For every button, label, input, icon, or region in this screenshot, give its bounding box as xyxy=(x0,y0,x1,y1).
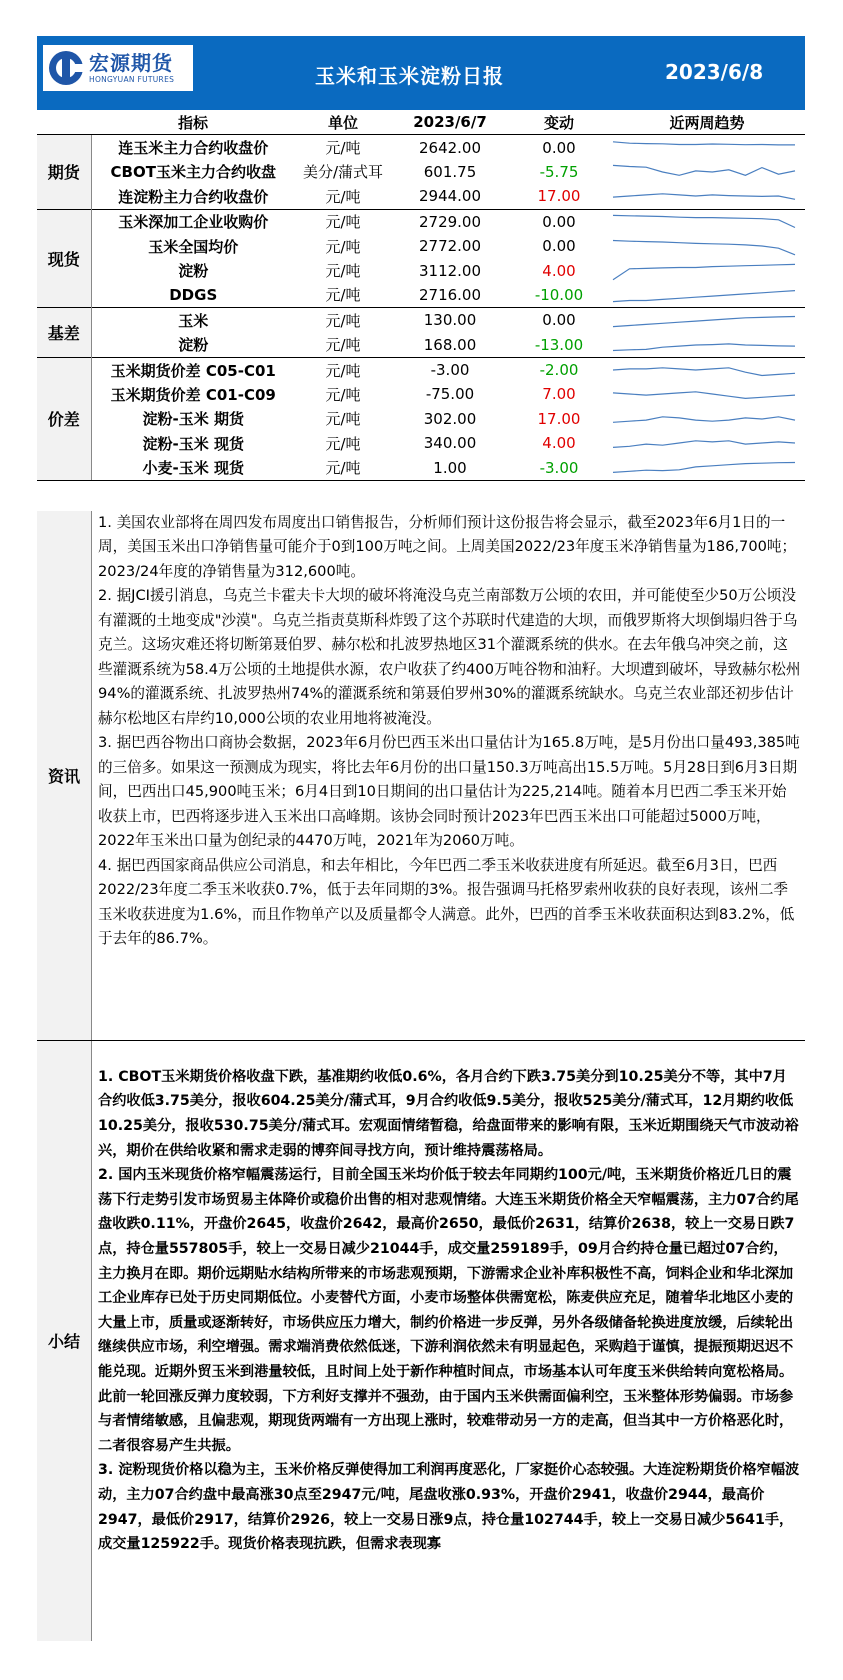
change-cell: 17.00 xyxy=(537,409,581,428)
sparkline-svg xyxy=(609,235,799,257)
header-trend: 近两周趋势 xyxy=(609,110,805,135)
indicator-name: 玉米期货价差 C01-C09 xyxy=(110,385,276,404)
category-label: 期货 xyxy=(37,135,91,209)
sparkline-svg xyxy=(609,334,799,356)
sparkline-svg xyxy=(609,432,799,454)
change-cell: 4.00 xyxy=(542,434,576,453)
summary-content xyxy=(92,1041,805,1641)
trend-sparkline xyxy=(609,135,805,160)
change-cell: 0.00 xyxy=(542,138,576,157)
summary-paragraph: 1. CBOT玉米期货价格收盘下跌，基准期约收低0.6%，各月合约下跌3.75美分到10.25美分不等，其中7月合约收低3.75美分，报收604.25美分/蒲式耳，9月合约收低9.5美分，报收525美分/蒲式耳，12月期约收低10.25美分，报收530.75美分/蒲式耳。宏观面情绪暂稳，给盘面带来的影响有限，玉米近期围绕天气市波动裕兴，期价在供给收紧和需求走弱的博弈间寻找方向，预计维持震荡格局。 xyxy=(98,1068,799,1159)
hongyuan-logo-icon xyxy=(47,49,85,87)
trend-sparkline xyxy=(609,333,805,358)
change-cell: -13.00 xyxy=(534,335,584,354)
indicator-name: 玉米期货价差 C05-C01 xyxy=(91,357,295,382)
table-row xyxy=(37,184,805,209)
indicator-name: DDGS xyxy=(169,285,218,304)
table-row xyxy=(37,431,805,455)
trend-sparkline xyxy=(609,160,805,184)
sparkline-line xyxy=(613,344,795,351)
sparkline-svg xyxy=(609,457,799,479)
unit-cell: 元/吨 xyxy=(295,308,391,333)
header-change: 变动 xyxy=(509,110,609,135)
indicator-name: 淀粉-玉米 现货 xyxy=(142,434,244,453)
value-cell: 130.00 xyxy=(391,308,509,333)
table-header-row xyxy=(37,110,805,135)
change-cell: 7.00 xyxy=(542,385,576,404)
news-content xyxy=(92,511,805,1040)
sparkline-line xyxy=(613,141,795,144)
change-cell: 4.00 xyxy=(542,261,576,280)
summary-section xyxy=(37,1040,805,1641)
unit-cell: 元/吨 xyxy=(325,262,361,281)
news-section xyxy=(37,480,805,1040)
indicator-name: 淀粉 xyxy=(178,336,209,355)
sparkline-svg xyxy=(609,284,799,306)
news-paragraph: 1. 美国农业部将在周四发布周度出口销售报告，分析师们预计这份报告将会显示，截至2023年6月1日的一周，美国玉米出口净销售量可能介于0到100万吨之间。上周美国2022/23年度玉米净销售量为186,700吨；2023/24年度的净销售量为312,600吨。 xyxy=(98,513,797,580)
header-blank xyxy=(37,110,91,135)
unit-cell: 元/吨 xyxy=(325,237,361,256)
report-date: 2023/6/8 xyxy=(665,60,764,84)
news-paragraph: 2. 据JCI援引消息，乌克兰卡霍夫卡大坝的破坏将淹没乌克兰南部数万公顷的农田，并可能使至少50万公顷没有灌溉的土地变成"沙漠"。乌克兰指责莫斯科炸毁了这个苏联时代建造的大坝，而俄罗斯将大坝倒塌归咎于乌克兰。这场灾难还将切断第聂伯罗、赫尔松和扎波罗热地区31个灌溉系统的供水。在去年俄乌冲突之前，这些灌溉系统为58.4万公顷的土地提供水源，农户收获了约400万吨谷物和油籽。大坝遭到破坏，导致赫尔松州94%的灌溉系统、扎波罗热州74%的灌溉系统和第聂伯罗州30%的灌溉系统缺水。乌克兰农业部还初步估计赫尔松地区右岸约10,000公顷的农业用地将被淹没。 xyxy=(98,587,801,727)
sparkline-line xyxy=(613,165,795,175)
sparkline-svg xyxy=(609,211,799,233)
sparkline-line xyxy=(613,317,795,327)
indicator-name: 淀粉-玉米 期货 xyxy=(142,410,244,429)
table-row xyxy=(37,234,805,258)
summary-paragraph: 3. 淀粉现货价格以稳为主，玉米价格反弹使得加工利润再度恶化，厂家挺价心态较强。大连淀粉期货价格窄幅波动，主力07合约盘中最高涨30点至2947元/吨，尾盘收涨0.93%，开盘价2941，收盘价2944，最高价2947，最低价2917，结算价2926，较上一交易日涨9点，持仓量102744手，较上一交易日减少5641手，成交量125922手。现货价格表现抗跌，但需求表现寡 xyxy=(98,1462,800,1553)
sparkline-line xyxy=(613,264,795,279)
trend-sparkline xyxy=(609,407,805,431)
logo-en-text: HONGYUAN FUTURES xyxy=(89,74,175,84)
sparkline-line xyxy=(613,241,795,255)
sparkline-svg xyxy=(609,309,799,331)
news-label: 资讯 xyxy=(37,511,92,1040)
trend-sparkline xyxy=(609,209,805,234)
sparkline-line xyxy=(613,417,795,423)
value-cell: 1.00 xyxy=(433,458,467,477)
sparkline-line xyxy=(613,291,795,302)
value-cell: 168.00 xyxy=(423,335,477,354)
category-label: 基差 xyxy=(37,308,91,358)
table-row xyxy=(37,455,805,479)
summary-paragraph: 2. 国内玉米现货价格窄幅震荡运行，目前全国玉米均价低于较去年同期约100元/吨，玉米期货价格近几日的震荡下行走势引发市场贸易主体降价或稳价出售的相对悲观情绪。大连玉米期货价格全天窄幅震荡，主力07合约尾盘收跌0.11%，开盘价2645，收盘价2642，最高价2650，最低价2631，结算价2638，较上一交易日跌7点，持仓量557805手，较上一交易日减少21044手，成交量259189手，09月合约持仓量已超过07合约，主力换月在即。期价远期贴水结构所带来的市场悲观预期，下游需求企业补库积极性不高，饲料企业和华北深加工企业库存已处于历史同期低位。小麦替代方面，小麦市场整体供需宽松，陈麦供应充足，随着华北地区小麦的大量上市，质量或逐渐转好，市场供应压力增大，制约价格进一步反弹，另外各级储备轮换进度放缓，后续轮出继续供应市场，利空增强。需求端消费依然低迷，下游利润依然未有明显起色，采购趋于谨慎，提振预期迟迟不能兑现。近期外贸玉米到港量较低，且时间上处于新作种植时间点，市场基本认可年度玉米供给转向宽松格局。此前一轮回涨反弹力度较弱，下方利好支撑并不强劲，由于国内玉米供需面偏利空，玉米整体形势偏弱。市场参与者情绪敏感，且偏悲观，期现货两端有一方出现上涨时，较难带动另一方的走高，但当其中一方价格恶化时，二者很容易产生共振。 xyxy=(98,1167,799,1454)
sparkline-svg xyxy=(609,383,799,405)
trend-sparkline xyxy=(609,455,805,479)
value-cell: 2642.00 xyxy=(418,138,482,157)
value-cell: 2772.00 xyxy=(418,237,482,256)
category-label: 现货 xyxy=(37,209,91,308)
news-paragraph: 4. 据巴西国家商品供应公司消息，和去年相比，今年巴西二季玉米收获进度有所延迟。截至6月3日，巴西2022/23年度二季玉米收获0.7%，低于去年同期的3%。报告强调马托格罗索州收获的良好表现，该州二季玉米收获进度为1.6%，而且作物单产以及质量都令人满意。此外，巴西的首季玉米收获面积达到83.2%，低于去年的86.7%。 xyxy=(98,856,795,948)
header-unit: 单位 xyxy=(295,110,391,135)
table-row xyxy=(37,283,805,308)
sparkline-line xyxy=(613,392,795,399)
sparkline-line xyxy=(613,441,795,448)
trend-sparkline xyxy=(609,431,805,455)
header-date: 2023/6/7 xyxy=(391,110,509,135)
value-cell: 3112.00 xyxy=(418,261,482,280)
indicator-name: 玉米深加工企业收购价 xyxy=(91,209,295,234)
report-title: 玉米和玉米淀粉日报 xyxy=(315,64,504,88)
news-paragraph: 3. 据巴西谷物出口商协会数据，2023年6月份巴西玉米出口量估计为165.8万吨，是5月份出口量493,385吨的三倍多。如果这一预测成为现实，将比去年6月份的出口量150.3万吨高出15.5万吨。5月28日到6月3日期间，巴西出口45,900吨玉米；6月4日到10日期间的出口量估计为225,214吨。随着本月巴西二季玉米开始收获上市，巴西将逐步进入玉米出口高峰期。该协会同时预计2023年巴西玉米出口可能超过5000万吨，2022年玉米出口量为创纪录的4470万吨，2021年为2060万吨。 xyxy=(98,734,800,850)
unit-cell: 元/吨 xyxy=(325,187,361,206)
sparkline-svg xyxy=(609,408,799,430)
table-row xyxy=(37,209,805,234)
trend-sparkline xyxy=(609,382,805,406)
unit-cell: 元/吨 xyxy=(325,286,361,305)
value-cell: 340.00 xyxy=(423,434,477,453)
change-cell: -2.00 xyxy=(509,357,609,382)
value-cell: 2944.00 xyxy=(418,187,482,206)
unit-cell: 元/吨 xyxy=(325,434,361,453)
indicator-name: 连玉米主力合约收盘价 xyxy=(118,139,269,158)
unit-cell: 元/吨 xyxy=(325,139,361,158)
change-cell: 0.00 xyxy=(509,308,609,333)
value-cell: -75.00 xyxy=(425,385,475,404)
indicator-name: 小麦-玉米 现货 xyxy=(142,459,244,478)
trend-sparkline xyxy=(609,308,805,333)
unit-cell: 元/吨 xyxy=(295,357,391,382)
table-row xyxy=(37,160,805,184)
change-cell: 17.00 xyxy=(537,187,581,206)
sparkline-svg xyxy=(609,260,799,282)
sparkline-svg xyxy=(609,137,799,159)
trend-sparkline xyxy=(609,283,805,308)
value-cell: 601.75 xyxy=(423,162,477,181)
sparkline-line xyxy=(613,215,795,227)
logo-cn-text: 宏源期货 xyxy=(89,50,173,75)
unit-cell: 元/吨 xyxy=(325,410,361,429)
change-cell: -10.00 xyxy=(534,285,584,304)
change-cell: 0.00 xyxy=(509,209,609,234)
change-cell: 0.00 xyxy=(542,237,576,256)
table-row xyxy=(37,407,805,431)
trend-sparkline xyxy=(609,357,805,382)
trend-sparkline xyxy=(609,234,805,258)
table-row xyxy=(37,308,805,333)
sparkline-svg xyxy=(609,161,799,183)
table-row xyxy=(37,135,805,160)
value-cell: 2729.00 xyxy=(391,209,509,234)
table-row xyxy=(37,382,805,406)
unit-cell: 元/吨 xyxy=(325,385,361,404)
change-cell: -5.75 xyxy=(539,162,579,181)
table-row xyxy=(37,258,805,282)
indicator-name: CBOT玉米主力合约收盘 xyxy=(110,163,276,182)
unit-cell: 元/吨 xyxy=(295,209,391,234)
trend-sparkline xyxy=(609,184,805,209)
report-header xyxy=(37,36,805,110)
indicator-name: 玉米全国均价 xyxy=(148,237,239,256)
indicator-name: 连淀粉主力合约收盘价 xyxy=(118,187,269,206)
category-label: 价差 xyxy=(37,357,91,479)
trend-sparkline xyxy=(609,258,805,282)
sparkline-line xyxy=(613,462,795,472)
indicator-name: 淀粉 xyxy=(178,262,209,281)
report xyxy=(37,36,805,1641)
table-row xyxy=(37,333,805,358)
value-cell: 302.00 xyxy=(423,409,477,428)
value-cell: 2716.00 xyxy=(418,285,482,304)
table-row xyxy=(37,357,805,382)
sparkline-svg xyxy=(609,359,799,381)
company-logo xyxy=(43,45,193,91)
sparkline-line xyxy=(613,194,795,200)
sparkline-svg xyxy=(609,185,799,207)
indicator-table xyxy=(37,110,805,480)
header-indicator: 指标 xyxy=(91,110,295,135)
unit-cell: 元/吨 xyxy=(325,336,361,355)
change-cell: -3.00 xyxy=(539,458,579,477)
sparkline-line xyxy=(613,368,795,376)
summary-label: 小结 xyxy=(37,1041,92,1641)
value-cell: -3.00 xyxy=(391,357,509,382)
indicator-name: 玉米 xyxy=(91,308,295,333)
unit-cell: 美分/蒲式耳 xyxy=(302,163,384,182)
unit-cell: 元/吨 xyxy=(325,459,361,478)
